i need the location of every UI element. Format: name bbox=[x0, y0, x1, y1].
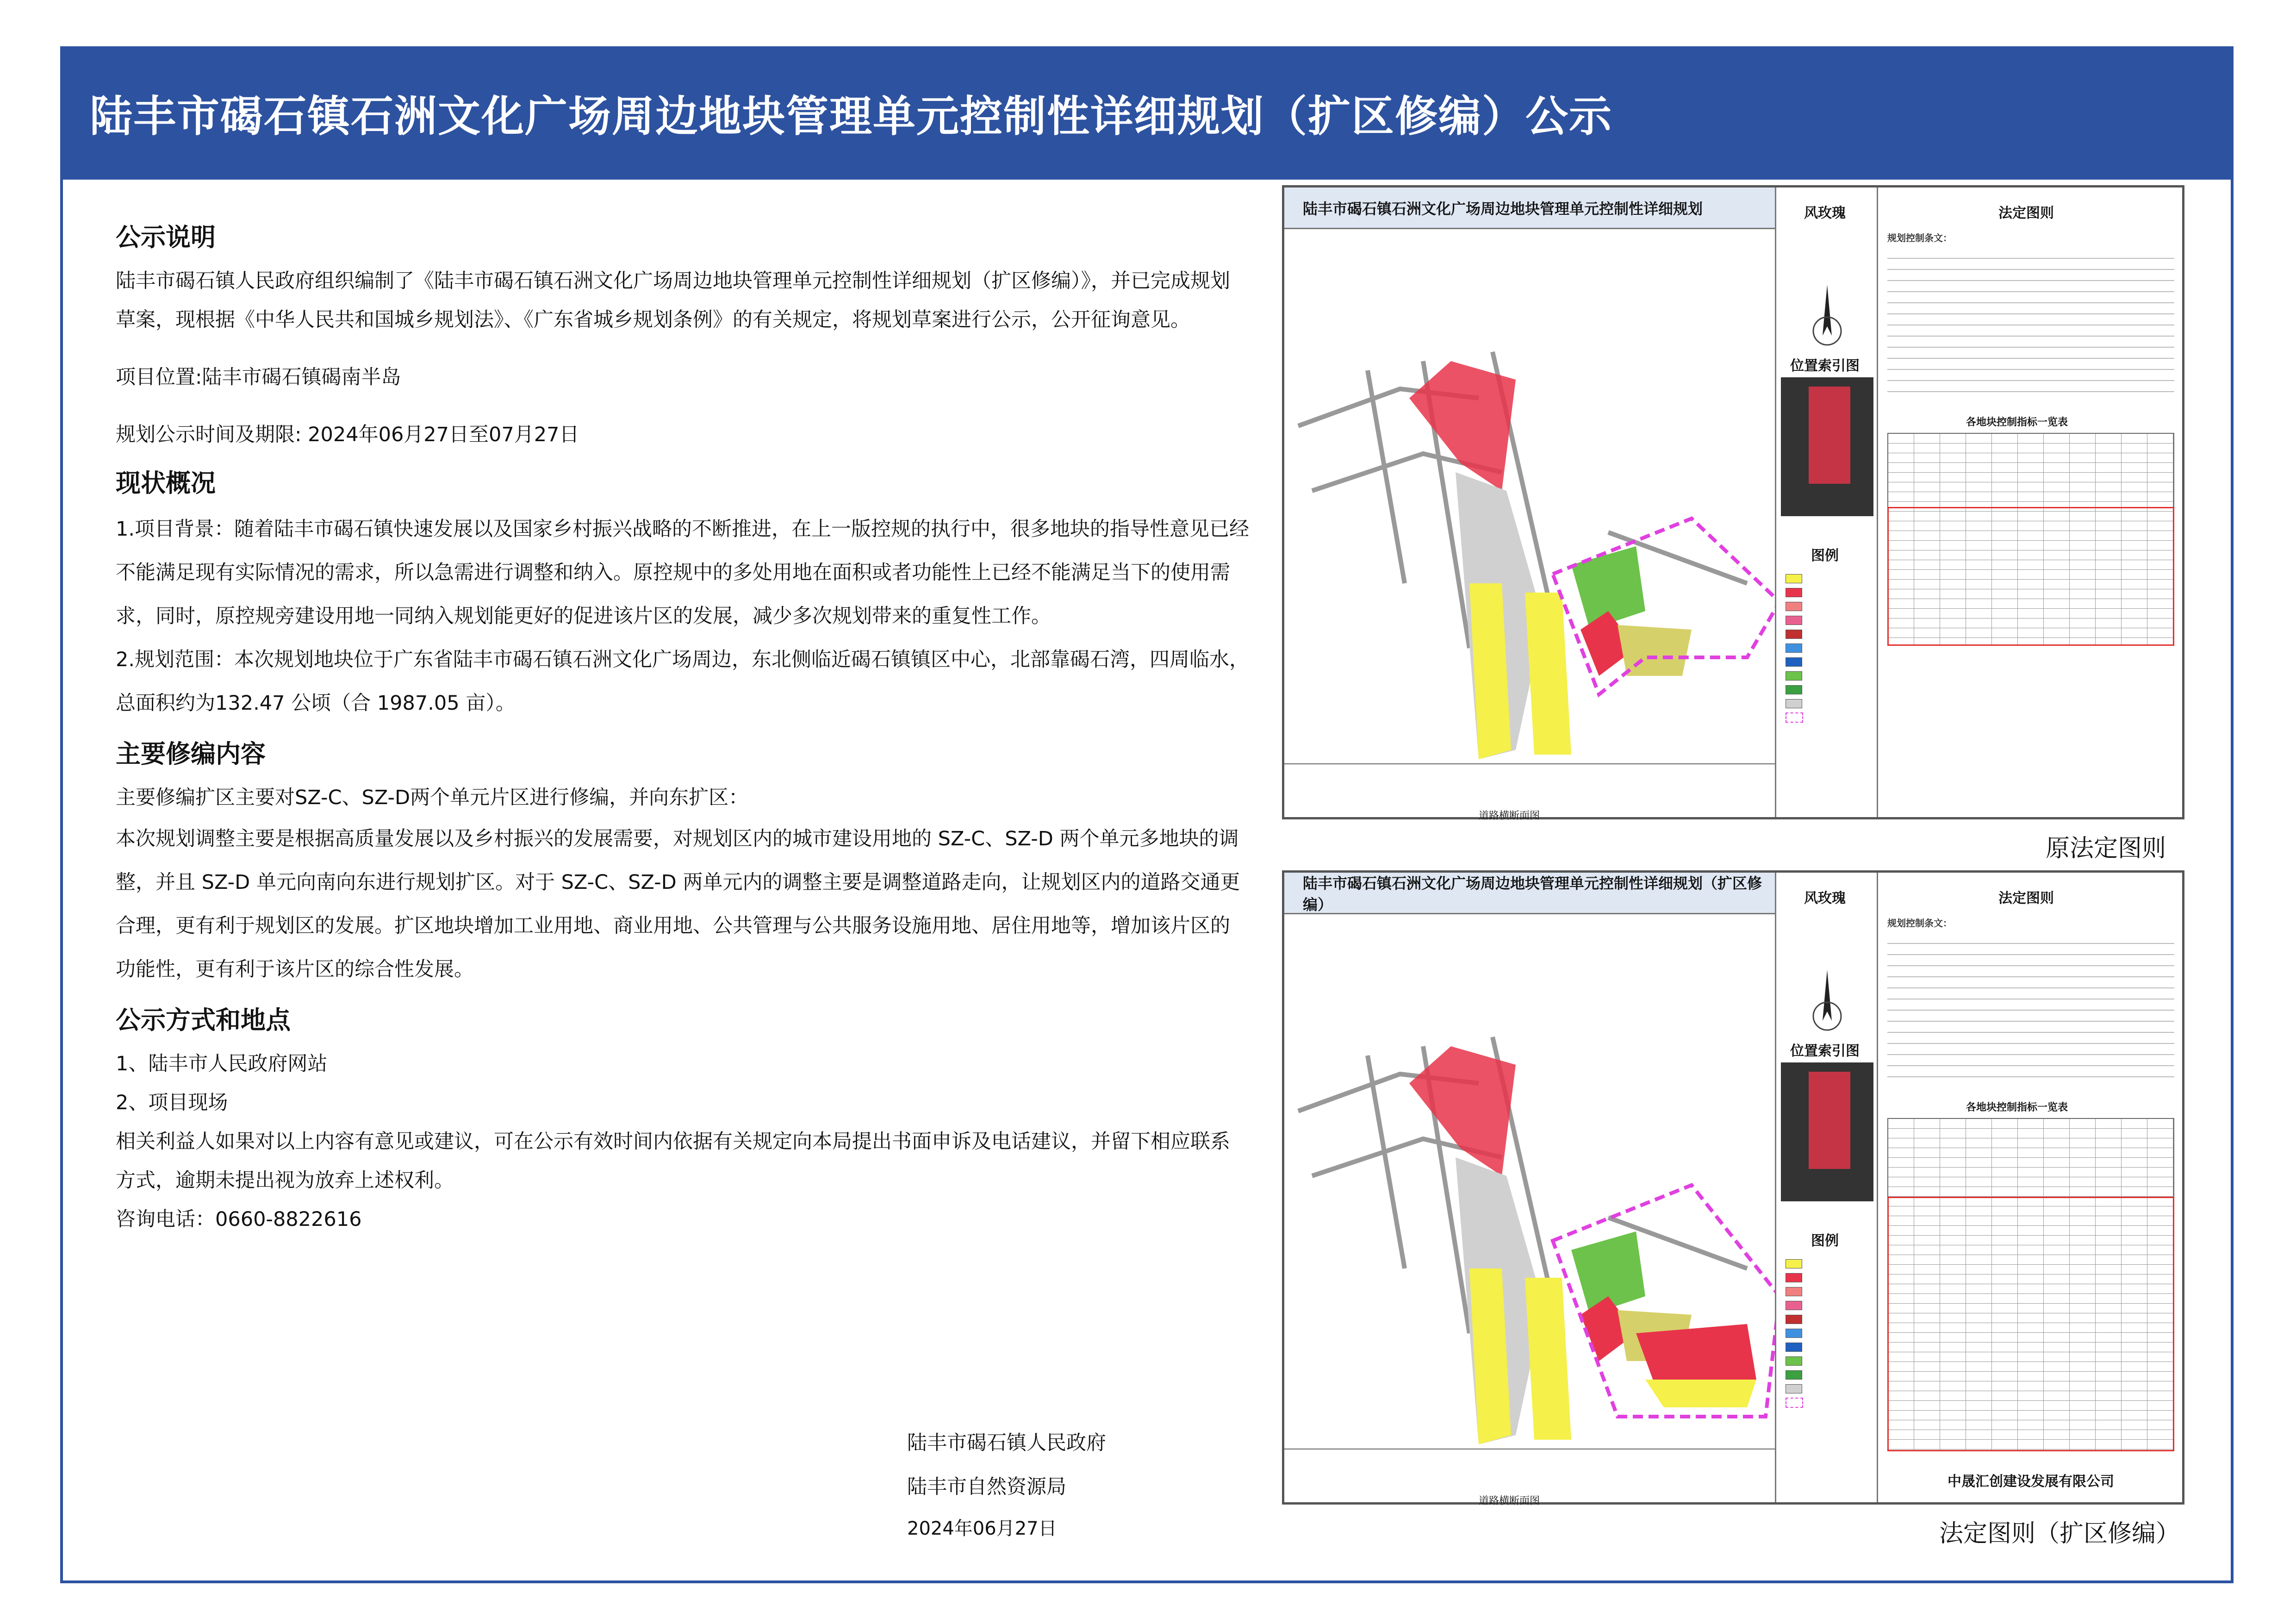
map1-table-title: 各地块控制指标一览表 bbox=[1966, 417, 2068, 428]
north-arrow-icon bbox=[1799, 965, 1855, 1035]
map1-compass-label: 风玫瑰 bbox=[1804, 205, 1846, 221]
map1-legend-label: 图例 bbox=[1811, 548, 1839, 564]
map2-notes-text bbox=[1887, 933, 2174, 1086]
signature-org-town: 陆丰市碣石镇人民政府 bbox=[907, 1431, 1106, 1455]
status-scope: 2.规划范围：本次规划地块位于广东省陆丰市碣石镇石洲文化广场周边，东北侧临近碣石镇镇区中心，北部靠碣石湾，四周临水，总面积约为132.47 公顷（合 1987.05 亩）。 bbox=[116, 648, 1250, 715]
notice-heading: 公示说明 bbox=[116, 223, 216, 252]
status-heading: 现状概况 bbox=[116, 468, 216, 498]
page-title: 陆丰市碣石镇石洲文化广场周边地块管理单元控制性详细规划（扩区修编）公示 bbox=[60, 46, 2234, 180]
method-heading: 公示方式和地点 bbox=[116, 1006, 291, 1035]
revision-body: 本次规划调整主要是根据高质量发展以及乡村振兴的发展需要，对规划区内的城市建设用地的 SZ-C、SZ-D 两个单元多地块的调整，并且 SZ-D 单元向南向东进行规划扩区。对于 SZ-C、SZ-D 两单元内的调整主要是调整道路走向，让规划区内的道路交通更合理，更有利于规划区的发展。扩区地块增加工业用地、商业用地、公共管理与公共服务设施用地、居住用地等，增加该片区的功能性，更有利于该片区的综合性发展。 bbox=[116, 827, 1240, 981]
map2-legal-panel bbox=[1877, 873, 2182, 1502]
map2-side-panel bbox=[1775, 873, 1877, 1502]
notice-period: 规划公示时间及期限: 2024年06月27日至07月27日 bbox=[116, 423, 579, 446]
revised-plan-map bbox=[1282, 870, 2184, 1505]
map1-legal-panel bbox=[1877, 187, 2182, 817]
method-item-site: 2、项目现场 bbox=[116, 1091, 228, 1114]
notice-body: 陆丰市碣石镇人民政府组织编制了《陆丰市碣石镇石洲文化广场周边地块管理单元控制性详细规划（扩区修编）》，并已完成规划草案，现根据《中华人民共和国城乡规划法》、《广东省城乡规划条例》的有关规定，将规划草案进行公示，公开征询意见。 bbox=[116, 269, 1230, 331]
map2-compass-label: 风玫瑰 bbox=[1804, 890, 1846, 906]
map2-highlight-box bbox=[1887, 1197, 2174, 1451]
map2-locator-image bbox=[1781, 1062, 1873, 1201]
project-location: 项目位置:陆丰市碣石镇碣南半岛 bbox=[116, 366, 401, 389]
map2-legend-label: 图例 bbox=[1811, 1233, 1839, 1249]
map2-company: 中晟汇创建设发展有限公司 bbox=[1948, 1474, 2114, 1490]
method-item-website: 1、陆丰市人民政府网站 bbox=[116, 1052, 328, 1075]
signature-date: 2024年06月27日 bbox=[907, 1518, 1057, 1539]
original-plan-caption: 原法定图则 bbox=[2046, 835, 2166, 862]
map1-locator-label: 位置索引图 bbox=[1790, 358, 1860, 374]
map2-road-section-label: 道路横断面图 bbox=[1479, 1495, 1540, 1507]
map1-locator-image bbox=[1781, 377, 1873, 516]
map2-legal-label: 法定图则 bbox=[1998, 890, 2054, 906]
map1-plan-drawing bbox=[1284, 231, 1775, 819]
method-advice: 相关利益人如果对以上内容有意见或建议，可在公示有效时间内依据有关规定向本局提出书面申诉及电话建议，并留下相应联系方式，逾期未提出视为放弃上述权利。 bbox=[116, 1130, 1230, 1192]
map1-road-section-label: 道路横断面图 bbox=[1479, 810, 1540, 822]
consult-phone: 咨询电话：0660-8822616 bbox=[116, 1208, 362, 1231]
status-background: 1.项目背景：随着陆丰市碣石镇快速发展以及国家乡村振兴战略的不断推进，在上一版控规的执行中，很多地块的指导性意见已经不能满足现有实际情况的需求，所以急需进行调整和纳入。原控规中的多处用地在面积或者功能性上已经不能满足当下的使用需求，同时，原控规旁建设用地一同纳入规划能更好的促进该片区的发展，减少多次规划带来的重复性工作。 bbox=[116, 518, 1250, 628]
map1-notes-title: 规划控制条文： bbox=[1887, 232, 1952, 244]
notice-column bbox=[116, 218, 1250, 1239]
signature-org-bureau: 陆丰市自然资源局 bbox=[907, 1475, 1066, 1499]
map2-legend-swatches bbox=[1786, 1257, 1808, 1410]
map2-plan-drawing bbox=[1284, 917, 1775, 1505]
revision-heading: 主要修编内容 bbox=[116, 739, 266, 768]
signature-block bbox=[907, 1421, 1106, 1509]
original-plan-map bbox=[1282, 185, 2184, 822]
map1-title: 陆丰市碣石镇石洲文化广场周边地块管理单元控制性详细规划 bbox=[1284, 187, 1775, 229]
map1-legal-label: 法定图则 bbox=[1998, 205, 2054, 221]
map1-side-panel bbox=[1775, 187, 1877, 817]
revision-intro: 主要修编扩区主要对SZ-C、SZ-D两个单元片区进行修编，并向东扩区： bbox=[116, 786, 749, 809]
map2-table-title: 各地块控制指标一览表 bbox=[1966, 1102, 2068, 1113]
north-arrow-icon bbox=[1799, 280, 1855, 350]
map2-title: 陆丰市碣石镇石洲文化广场周边地块管理单元控制性详细规划（扩区修编） bbox=[1284, 873, 1775, 914]
revised-plan-caption: 法定图则（扩区修编） bbox=[1939, 1520, 2180, 1548]
map1-highlight-box bbox=[1887, 507, 2174, 646]
map2-locator-label: 位置索引图 bbox=[1790, 1043, 1860, 1059]
map1-notes-text bbox=[1887, 248, 2174, 400]
map2-notes-title: 规划控制条文： bbox=[1887, 918, 1952, 929]
map1-legend-swatches bbox=[1786, 572, 1808, 725]
